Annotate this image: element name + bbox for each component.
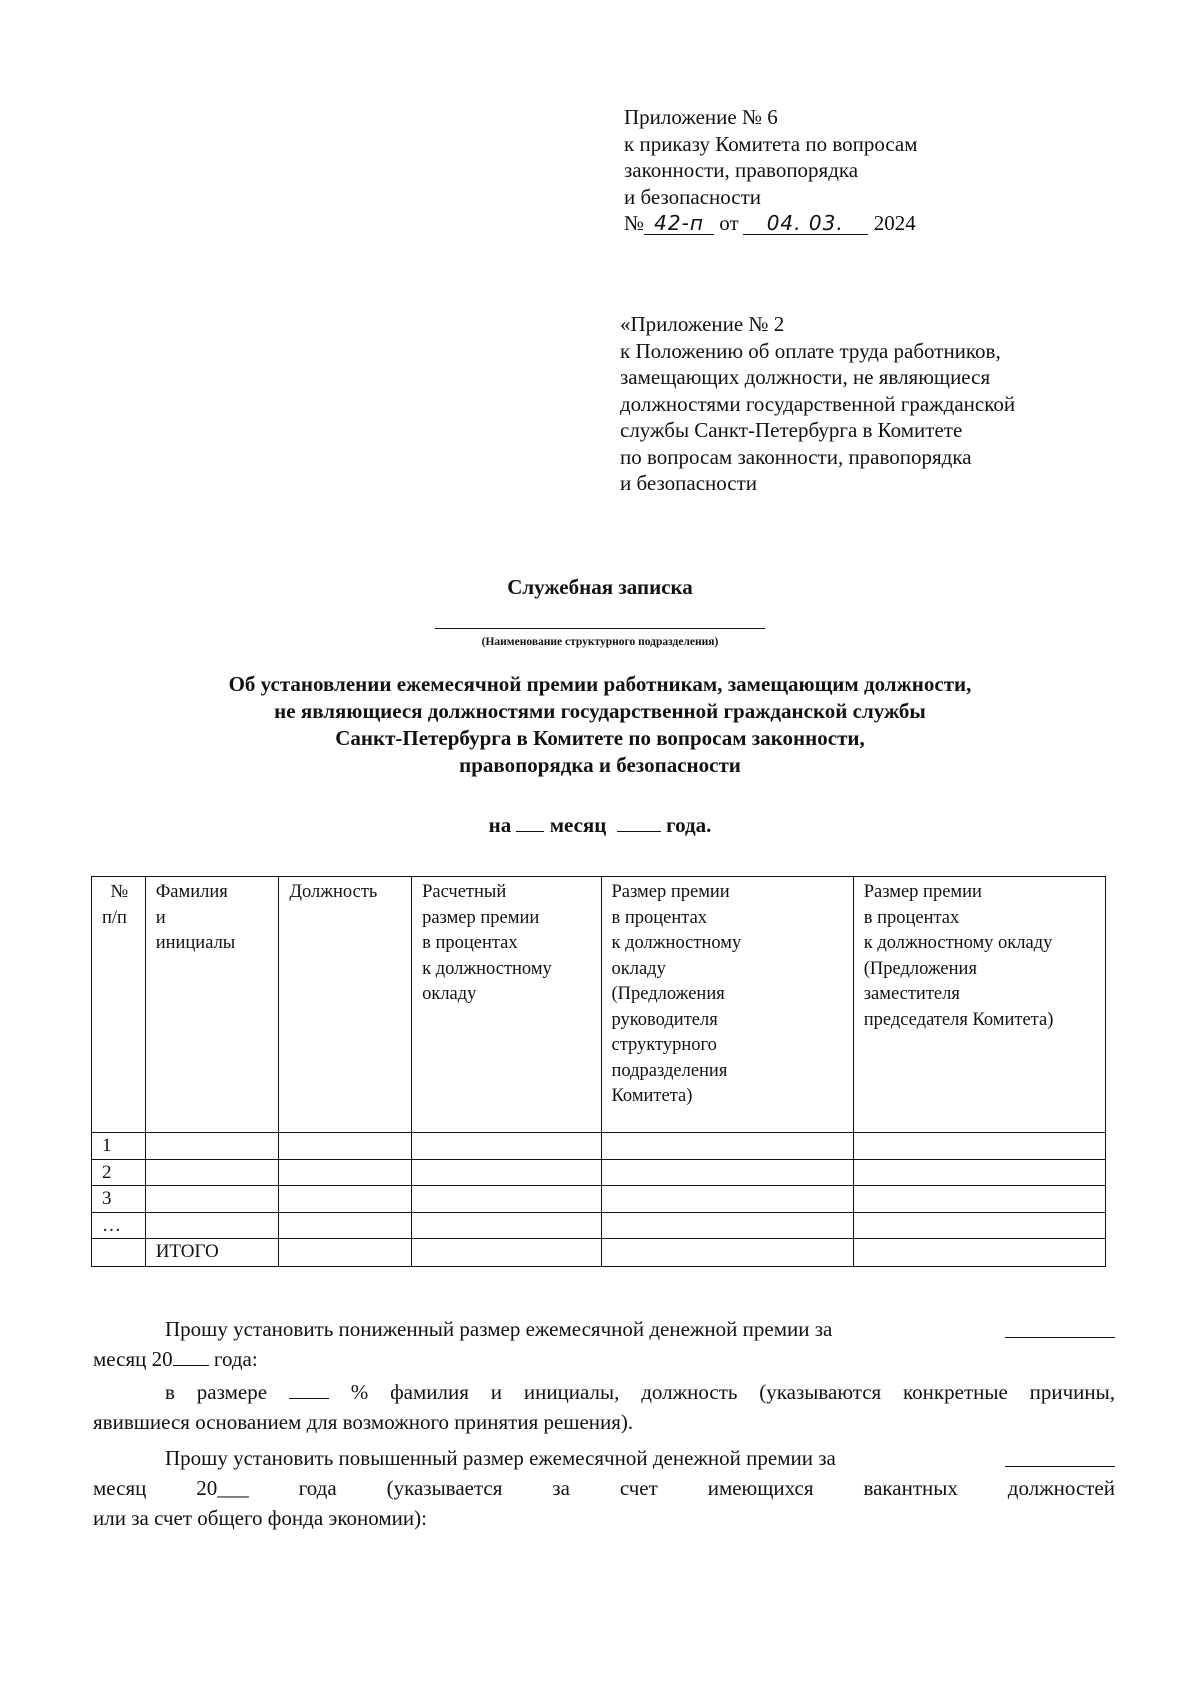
cell-calculated[interactable] [412,1212,601,1239]
p3-line2 [93,1474,1115,1503]
p1-year-blank [173,1349,209,1366]
p3-word: за [552,1476,570,1500]
from-text: от [719,211,739,235]
appendix-2-line: к Положению об оплате труда работников, [620,338,1001,363]
appendix-6-block [624,104,918,237]
p1-line1: Прошу установить пониженный размер ежемесячной денежной премии за [165,1317,833,1341]
header-text: окладу [422,984,477,1004]
cell-deputy[interactable] [853,1159,1105,1186]
cell-deputy[interactable] [853,1212,1105,1239]
header-text: № [110,882,129,902]
row-number: … [92,1212,146,1239]
p2-percent-blank [289,1382,329,1399]
header-text: Комитета) [611,1086,693,1106]
cell-calculated[interactable] [412,1133,601,1160]
memo-heading [0,671,1200,779]
header-text: окладу [611,958,666,979]
memo-title: Служебная записка [507,575,693,599]
table-row [92,1159,1106,1186]
p3-word: (указывается [386,1476,503,1500]
appendix-2-line: «Приложение № 2 [620,312,785,336]
cell-position[interactable] [279,1133,412,1160]
total-row [92,1239,1106,1267]
header-text: размер премии [422,907,540,928]
cell-deputy[interactable] [853,1186,1105,1213]
table-header-row [92,877,1106,1133]
header-text: заместителя [863,984,960,1004]
order-number-handwritten: 42-п [644,212,714,235]
appendix-2-block [620,311,1015,497]
header-deputy-proposal [853,877,1105,1133]
unit-name-blank [0,628,1200,629]
premium-table [91,876,1106,1267]
appendix-6-line: Приложение № 6 [624,105,778,129]
row-number: 2 [92,1159,146,1186]
p3-word: счет [619,1476,658,1500]
p3-word: имеющихся [707,1476,814,1500]
unit-name-underline [435,628,765,629]
total-deputy[interactable] [853,1239,1105,1267]
appendix-2-line: должностями государственной гражданской [620,391,1016,416]
header-text: Размер премии [863,882,982,902]
p2-line1 [165,1378,1115,1407]
p3-line2-justified [93,1474,1115,1503]
p1-month-text: месяц 20 [93,1347,173,1371]
year-blank [617,815,661,832]
order-year: 2024 [873,211,916,235]
cell-unit-head[interactable] [601,1212,853,1239]
header-text: (Предложения [863,958,977,979]
p2-line2: явившиеся основанием для возможного принятия решения). [93,1410,634,1434]
row-number: 1 [92,1133,146,1160]
cell-name[interactable] [145,1159,279,1186]
header-text: в процентах [863,907,960,928]
p2-line1-justified [165,1378,1115,1407]
number-sign: № [624,211,645,235]
p2-size-text: в размере [165,1380,268,1404]
period-month-word: месяц [549,813,607,837]
header-text: структурного [611,1035,717,1055]
header-text: в процентах [422,933,518,953]
heading-line: Об установлении ежемесячной премии работникам, замещающим должности, [228,672,972,696]
header-text: к должностному окладу [863,933,1053,953]
period-line [0,813,1200,838]
p3-word: месяц [93,1476,147,1500]
header-unit-head-proposal [601,877,853,1133]
table-row [92,1186,1106,1213]
p3-month-blank [1005,1466,1115,1467]
month-blank [516,815,544,832]
header-text: к должностному [422,958,552,979]
header-text: в процентах [611,907,708,928]
row-number: 3 [92,1186,146,1213]
header-number [92,877,146,1133]
p1-line2 [93,1345,258,1374]
appendix-6-line: и безопасности [624,184,762,209]
total-calculated[interactable] [412,1239,601,1267]
total-unit-head[interactable] [601,1239,853,1267]
unit-name-caption: (Наименование структурного подразделения) [481,636,719,648]
header-position [279,877,412,1133]
order-date-handwritten: 04. 03. [743,212,868,235]
header-name [145,877,279,1133]
period-year-word: года. [666,813,712,837]
p3-word: вакантных [863,1476,958,1500]
appendix-6-line: к приказу Комитета по вопросам [624,131,918,156]
header-text: и [155,907,166,928]
cell-calculated[interactable] [412,1159,601,1186]
header-text: председателя Комитета) [863,1009,1054,1030]
total-position[interactable] [279,1239,412,1267]
cell-position[interactable] [279,1212,412,1239]
header-text: Расчетный [422,882,507,902]
total-label: ИТОГО [145,1239,279,1267]
p3-line3: или за счет общего фонда экономии): [93,1506,427,1530]
cell-name[interactable] [145,1186,279,1213]
cell-unit-head[interactable] [601,1186,853,1213]
order-number-line [624,210,918,237]
header-text: инициалы [155,933,236,953]
appendix-6-line: законности, правопорядка [624,158,859,182]
header-text: Размер премии [611,882,730,902]
heading-line: не являющиеся должностями государственной гражданской службы [274,699,926,723]
cell-deputy[interactable] [853,1133,1105,1160]
p3-word: 20___ [196,1476,249,1500]
p3-word: года [298,1476,337,1500]
header-text: (Предложения [611,984,725,1004]
header-text: Фамилия [155,882,228,902]
appendix-2-line: службы Санкт-Петербурга в Комитете [620,418,963,442]
heading-line: Санкт-Петербурга в Комитете по вопросам законности, [335,726,865,750]
table-row [92,1212,1106,1239]
table-row [92,1133,1106,1160]
cell-name[interactable] [145,1133,279,1160]
appendix-2-line: и безопасности [620,471,758,495]
header-text: подразделения [611,1060,728,1081]
cell-position[interactable] [279,1159,412,1186]
p3-line1: Прошу установить повышенный размер ежемесячной денежной премии за [165,1446,836,1470]
cell-unit-head[interactable] [601,1133,853,1160]
cell-name[interactable] [145,1212,279,1239]
cell-position[interactable] [279,1186,412,1213]
header-text: п/п [102,907,127,928]
header-text: руководителя [611,1009,718,1030]
appendix-2-line: замещающих должности, не являющиеся [620,365,991,389]
total-empty-cell [92,1239,146,1267]
heading-line: правопорядка и безопасности [459,753,741,777]
p1-year-word: года: [213,1347,258,1371]
header-calculated [412,877,601,1133]
cell-unit-head[interactable] [601,1159,853,1186]
header-text: к должностному [611,933,742,953]
p3-word: должностей [1007,1476,1115,1500]
header-text: Должность [289,882,378,902]
appendix-2-line: по вопросам законности, правопорядка [620,444,972,469]
p1-month-blank [1005,1337,1115,1338]
p2-reason-text: % фамилия и инициалы, должность (указываются конкретные причины, [350,1380,1116,1404]
cell-calculated[interactable] [412,1186,601,1213]
period-na: на [488,813,512,837]
